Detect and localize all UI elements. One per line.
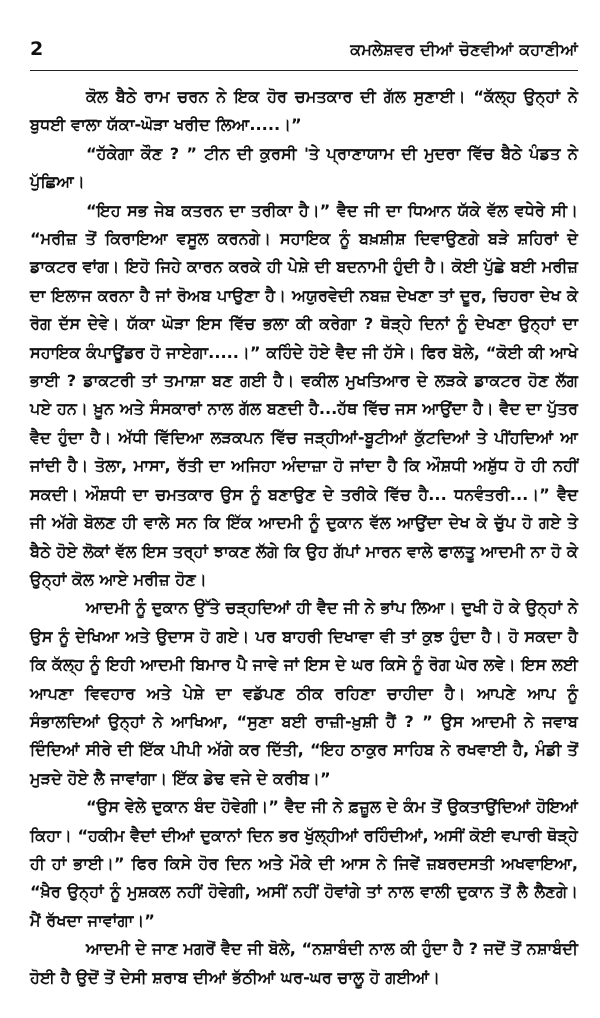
running-header: [30, 34, 578, 71]
body-text: [30, 83, 578, 992]
paragraph: “ਇਹ ਸਭ ਜੇਬ ਕਤਰਨ ਦਾ ਤਰੀਕਾ ਹੈ।” ਵੈਦ ਜੀ ਦਾ ਧਿਆਨ ਯੱਕੇ ਵੱਲ ਵਧੇਰੇ ਸੀ। “ਮਰੀਜ਼ ਤੋਂ ਕਿਰਾਇਆ ਵਸੂਲ ਕਰਨਗੇ। ਸਹਾਇਕ ਨੂੰ ਬਖ਼ਸ਼ੀਸ਼ ਦਿਵਾਉਣਗੇ ਬੜੇ ਸ਼ਹਿਰਾਂ ਦੇ ਡਾਕਟਰ ਵਾਂਗ। ਇਹੋ ਜਿਹੇ ਕਾਰਨ ਕਰਕੇ ਹੀ ਪੇਸ਼ੇ ਦੀ ਬਦਨਾਮੀ ਹੁੰਦੀ ਹੈ। ਕੋਈ ਪੁੱਛੇ ਬਈ ਮਰੀਜ਼ ਦਾ ਇਲਾਜ ਕਰਨਾ ਹੈ ਜਾਂ ਰੋਅਬ ਪਾਉਣਾ ਹੈ। ਅਯੁਰਵੇਦੀ ਨਬਜ਼ ਦੇਖਣਾ ਤਾਂ ਦੂਰ, ਚਿਹਰਾ ਦੇਖ ਕੇ ਰੋਗ ਦੱਸ ਦੇਵੇ। ਯੱਕਾ ਘੋੜਾ ਇਸ ਵਿੱਚ ਭਲਾ ਕੀ ਕਰੇਗਾ ? ਥੋੜ੍ਹੇ ਦਿਨਾਂ ਨੂੰ ਦੇਖਣਾ ਉਨ੍ਹਾਂ ਦਾ ਸਹਾਇਕ ਕੰਪਾਊਂਡਰ ਹੋ ਜਾਏਗਾ.....।” ਕਹਿੰਦੇ ਹੋਏ ਵੈਦ ਜੀ ਹੱਸੇ। ਫਿਰ ਬੋਲੇ, “ਕੋਈ ਕੀ ਆਖੇ ਭਾਈ ? ਡਾਕਟਰੀ ਤਾਂ ਤਮਾਸ਼ਾ ਬਣ ਗਈ ਹੈ। ਵਕੀਲ ਮੁਖਤਿਆਰ ਦੇ ਲੜਕੇ ਡਾਕਟਰ ਹੋਣ ਲੱਗ ਪਏ ਹਨ। ਖ਼ੂਨ ਅਤੇ ਸੰਸਕਾਰਾਂ ਨਾਲ ਗੱਲ ਬਣਦੀ ਹੈ...ਹੱਥ ਵਿੱਚ ਜਸ ਆਉਂਦਾ ਹੈ। ਵੈਦ ਦਾ ਪੁੱਤਰ ਵੈਦ ਹੁੰਦਾ ਹੈ। ਅੱਧੀ ਵਿੱਦਿਆ ਲੜਕਪਨ ਵਿੱਚ ਜੜ੍ਹੀਆਂ-ਬੂਟੀਆਂ ਕੁੱਟਦਿਆਂ ਤੇ ਪੀਂਹਦਿਆਂ ਆ ਜਾਂਦੀ ਹੈ। ਤੋਲਾ, ਮਾਸਾ, ਰੱਤੀ ਦਾ ਅਜਿਹਾ ਅੰਦਾਜ਼ਾ ਹੋ ਜਾਂਦਾ ਹੈ ਕਿ ਔਸ਼ਧੀ ਅਸ਼ੁੱਧ ਹੋ ਹੀ ਨਹੀਂ ਸਕਦੀ। ਔਸ਼ਧੀ ਦਾ ਚਮਤਕਾਰ ਉਸ ਨੂੰ ਬਣਾਉਣ ਦੇ ਤਰੀਕੇ ਵਿੱਚ ਹੈ... ਧਨਵੰਤਰੀ...।” ਵੈਦ ਜੀ ਅੱਗੇ ਬੋਲਣ ਹੀ ਵਾਲੇ ਸਨ ਕਿ ਇੱਕ ਆਦਮੀ ਨੂੰ ਦੁਕਾਨ ਵੱਲ ਆਉਂਦਾ ਦੇਖ ਕੇ ਚੁੱਪ ਹੋ ਗਏ ਤੇ ਬੈਠੇ ਹੋਏ ਲੋਕਾਂ ਵੱਲ ਇਸ ਤਰ੍ਹਾਂ ਝਾਕਣ ਲੱਗੇ ਕਿ ਉਹ ਗੱਪਾਂ ਮਾਰਨ ਵਾਲੇ ਫਾਲਤੂ ਆਦਮੀ ਨਾ ਹੋ ਕੇ ਉਨ੍ਹਾਂ ਕੋਲ ਆਏ ਮਰੀਜ਼ ਹੋਣ।: [30, 200, 578, 589]
page-number: 2: [30, 38, 44, 60]
paragraph: “ਹੱਕੇਗਾ ਕੌਣ ? ” ਟੀਨ ਦੀ ਕੁਰਸੀ 'ਤੇ ਪ੍ਰਾਣਾਯਾਮ ਦੀ ਮੁਦਰਾ ਵਿੱਚ ਬੈਠੇ ਪੰਡਤ ਨੇ ਪੁੱਛਿਆ।: [30, 143, 578, 192]
paragraph: ਆਦਮੀ ਨੂੰ ਦੁਕਾਨ ਉੱਤੇ ਚੜ੍ਹਦਿਆਂ ਹੀ ਵੈਦ ਜੀ ਨੇ ਭਾਂਪ ਲਿਆ। ਦੁਖੀ ਹੋ ਕੇ ਉਨ੍ਹਾਂ ਨੇ ਉਸ ਨੂੰ ਦੇਖਿਆ ਅਤੇ ਉਦਾਸ ਹੋ ਗਏ। ਪਰ ਬਾਹਰੀ ਦਿਖਾਵਾ ਵੀ ਤਾਂ ਕੁਝ ਹੁੰਦਾ ਹੈ। ਹੋ ਸਕਦਾ ਹੈ ਕਿ ਕੱਲ੍ਹ ਨੂੰ ਇਹੀ ਆਦਮੀ ਬਿਮਾਰ ਪੈ ਜਾਵੇ ਜਾਂ ਇਸ ਦੇ ਘਰ ਕਿਸੇ ਨੂੰ ਰੋਗ ਘੇਰ ਲਵੇ। ਇਸ ਲਈ ਆਪਣਾ ਵਿਵਹਾਰ ਅਤੇ ਪੇਸ਼ੇ ਦਾ ਵਡੱਪਣ ਠੀਕ ਰਹਿਣਾ ਚਾਹੀਦਾ ਹੈ। ਆਪਣੇ ਆਪ ਨੂੰ ਸੰਭਾਲਦਿਆਂ ਉਨ੍ਹਾਂ ਨੇ ਆਖਿਆ, “ਸੁਣਾ ਬਈ ਰਾਜ਼ੀ-ਖ਼ੁਸ਼ੀ ਹੈਂ ? ” ਉਸ ਆਦਮੀ ਨੇ ਜਵਾਬ ਦਿੰਦਿਆਂ ਸੀਰੇ ਦੀ ਇੱਕ ਪੀਪੀ ਅੱਗੇ ਕਰ ਦਿੱਤੀ, “ਇਹ ਠਾਕੁਰ ਸਾਹਿਬ ਨੇ ਰਖਵਾਈ ਹੈ, ਮੰਡੀ ਤੋਂ ਮੁੜਦੇ ਹੋਏ ਲੈ ਜਾਵਾਂਗਾ। ਇੱਕ ਡੇਢ ਵਜੇ ਦੇ ਕਰੀਬ।”: [30, 598, 578, 788]
paragraph: “ਉਸ ਵੇਲੇ ਦੁਕਾਨ ਬੰਦ ਹੋਵੇਗੀ।” ਵੈਦ ਜੀ ਨੇ ਫ਼ਜ਼ੂਲ ਦੇ ਕੰਮ ਤੋਂ ਉਕਤਾਉਂਦਿਆਂ ਹੋਇਆਂ ਕਿਹਾ। “ਹਕੀਮ ਵੈਦਾਂ ਦੀਆਂ ਦੁਕਾਨਾਂ ਦਿਨ ਭਰ ਖੁੱਲ੍ਹੀਆਂ ਰਹਿੰਦੀਆਂ, ਅਸੀਂ ਕੋਈ ਵਪਾਰੀ ਥੋੜ੍ਹੇ ਹੀ ਹਾਂ ਭਾਈ।” ਫਿਰ ਕਿਸੇ ਹੋਰ ਦਿਨ ਅਤੇ ਮੌਕੇ ਦੀ ਆਸ ਨੇ ਜਿਵੇਂ ਜ਼ਬਰਦਸਤੀ ਅਖਵਾਇਆ, “ਖ਼ੈਰ ਉਨ੍ਹਾਂ ਨੂੰ ਮੁਸ਼ਕਲ ਨਹੀਂ ਹੋਵੇਗੀ, ਅਸੀਂ ਨਹੀਂ ਹੋਵਾਂਗੇ ਤਾਂ ਨਾਲ ਵਾਲੀ ਦੁਕਾਨ ਤੋਂ ਲੈ ਲੈਣਗੇ। ਮੈਂ ਰੱਖਦਾ ਜਾਵਾਂਗਾ।”: [30, 797, 578, 930]
paragraph: ਕੋਲ ਬੈਠੇ ਰਾਮ ਚਰਨ ਨੇ ਇਕ ਹੋਰ ਚਮਤਕਾਰ ਦੀ ਗੱਲ ਸੁਣਾਈ। “ਕੱਲ੍ਹ ਉਨ੍ਹਾਂ ਨੇ ਬੁਧਈ ਵਾਲਾ ਯੱਕਾ-ਘੋੜਾ ਖਰੀਦ ਲਿਆ.....।”: [30, 87, 578, 135]
paragraph: ਆਦਮੀ ਦੇ ਜਾਣ ਮਗਰੋਂ ਵੈਦ ਜੀ ਬੋਲੇ, “ਨਸ਼ਾਬੰਦੀ ਨਾਲ ਕੀ ਹੁੰਦਾ ਹੈ ? ਜਦੋਂ ਤੋਂ ਨਸ਼ਾਬੰਦੀ ਹੋਈ ਹੈ ਉਦੋਂ ਤੋਂ ਦੇਸੀ ਸ਼ਰਾਬ ਦੀਆਂ ਭੱਠੀਆਂ ਘਰ-ਘਰ ਚਾਲੂ ਹੋ ਗਈਆਂ।: [30, 939, 578, 987]
book-title: ਕਮਲੇਸ਼ਵਰ ਦੀਆਂ ਚੋਣਵੀਆਂ ਕਹਾਣੀਆਂ: [350, 40, 578, 59]
